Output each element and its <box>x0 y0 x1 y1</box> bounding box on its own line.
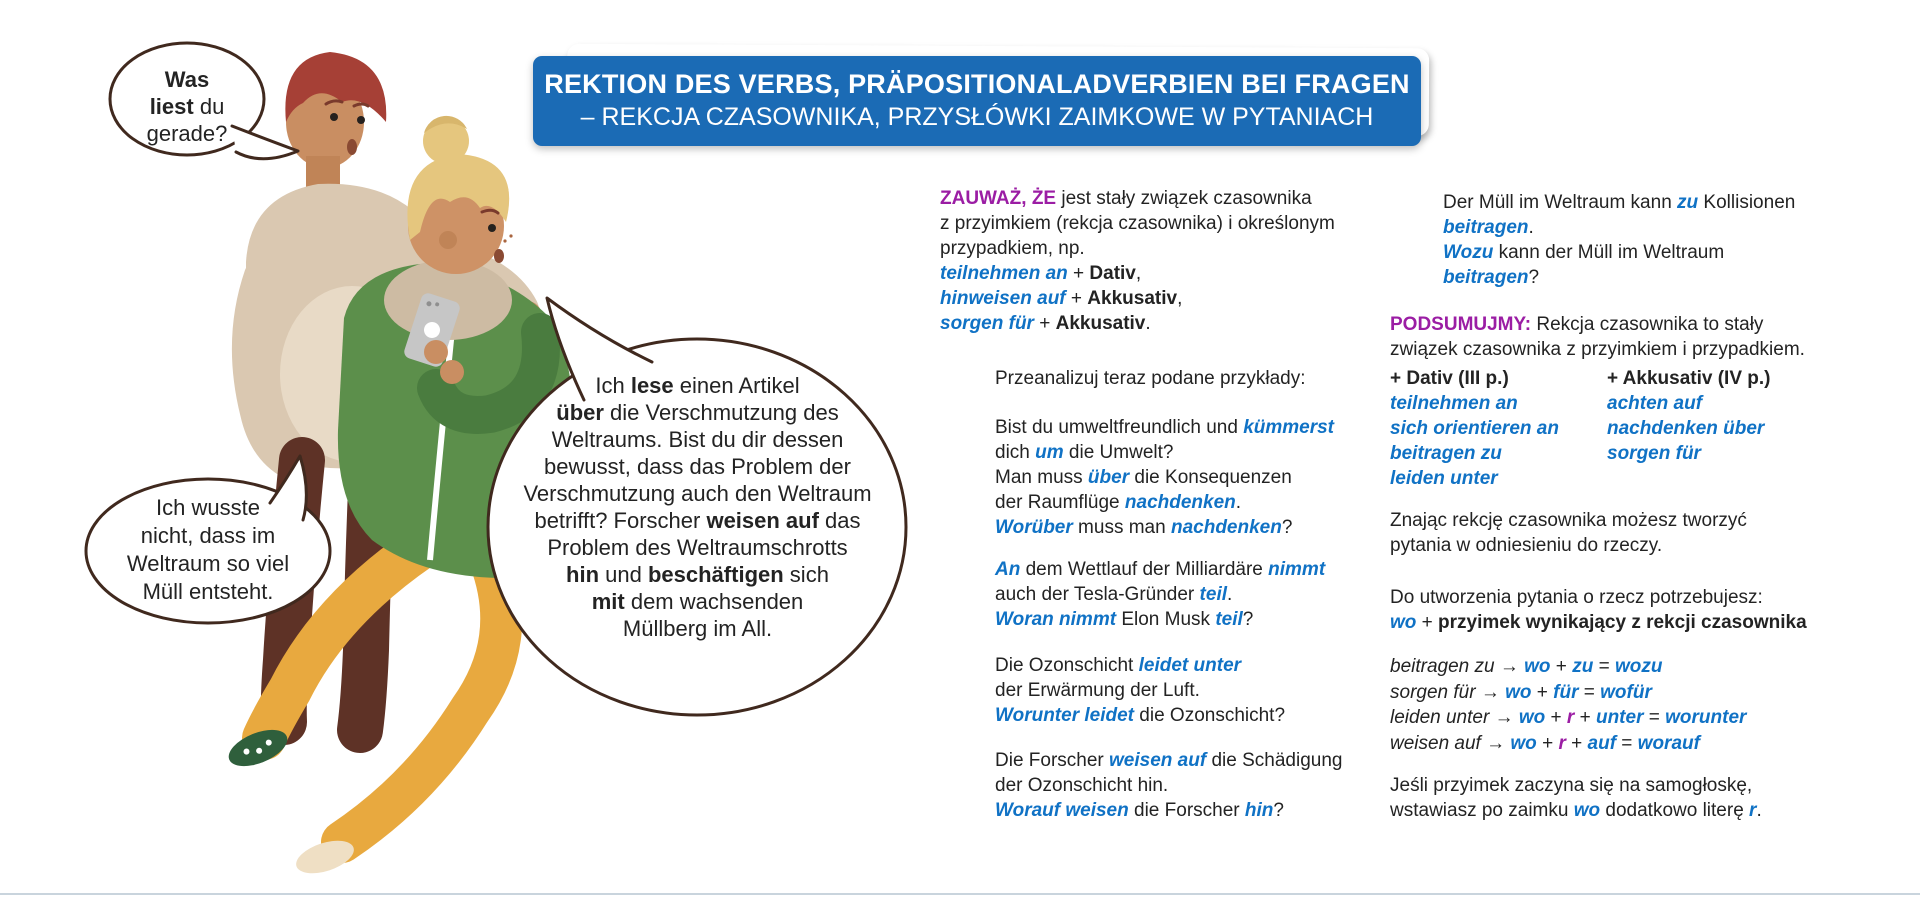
page-bottom-edge <box>0 893 1920 895</box>
summary-paragraph: PODSUMUJMY: Rekcja czasownika to stały związek czasownika z przyimkiem i przypadkiem. <box>1390 314 1805 360</box>
title-banner <box>533 56 1421 146</box>
example-muell: Der Müll im Weltraum kann zu Kollisionen beitragen. Wozu kann der Müll im Weltraum beitragen? <box>1443 192 1796 288</box>
woman-hand <box>440 360 464 384</box>
knowing-paragraph: Znając rekcję czasownika możesz tworzyć pytania w odniesieniu do rzeczy. <box>1390 510 1747 556</box>
vowel-note: Jeśli przyimek zaczyna się na samogłoskę, wstawiasz po zaimku wo dodatkowo literę r. <box>1390 775 1762 821</box>
analyze-prompt: Przeanalizuj teraz podane przykłady: <box>995 368 1306 389</box>
example-forscher: Die Forscher weisen auf die Schädigung der Ozonschicht hin. Worauf weisen die Forscher hin? <box>995 750 1343 821</box>
title-german: REKTION DES VERBS, PRÄPOSITIONALADVERBIEN BEI FRAGEN <box>544 69 1410 99</box>
question-rule: Do utworzenia pytania o rzecz potrzebujesz: wo + przyimek wynikający z rekcji czasownika <box>1390 587 1807 633</box>
woman-hand <box>424 340 448 364</box>
akkusativ-column: + Akkusativ (IV p.) achten auf nachdenken über sorgen für <box>1607 368 1771 464</box>
example-umwelt: Bist du umweltfreundlich und kümmerst dich um die Umwelt? Man muss über die Konsequenzen der Raumflüge nachdenken. Worüber muss man nachdenken? <box>995 417 1335 538</box>
speech-bubble-3-text: Ich lese einen Artikel über die Verschmutzung des Weltraums. Bist du dir dessen bewusst, dass das Problem der Verschmutzung auch den Weltraum betrifft? Forscher weisen auf das Problem des Weltraumschrotts hin und beschäftigen sich mit dem wachsenden Müllberg im All. <box>523 373 872 641</box>
note-rekcja-intro: ZAUWAŻ, ŻE jest stały związek czasownika z przyimkiem (rekcja czasownika) i określonym przypadkiem, np. teilnehmen an + Dativ, hinweisen auf + Akkusativ, sorgen für + Akkusativ. <box>940 188 1335 334</box>
formula-lines: beitragen zu → wo + zu = wozu sorgen für → wo + für = wofür leiden unter → wo + r + unter = worunter weisen auf → wo + r + auf = worauf <box>1390 656 1747 754</box>
dativ-column: + Dativ (III p.) teilnehmen an sich orientieren an beitragen zu leiden unter <box>1390 368 1559 489</box>
example-ozonschicht: Die Ozonschicht leidet unter der Erwärmung der Luft. Worunter leidet die Ozonschicht? <box>995 655 1286 726</box>
speech-bubble-2-text: Ich wusste nicht, dass im Weltraum so viel Müll entsteht. <box>126 495 290 604</box>
speech-bubble-1-text: Was liest du gerade? <box>146 67 228 146</box>
title-polish: – REKCJA CZASOWNIKA, PRZYSŁÓWKI ZAIMKOWE W PYTANIACH <box>580 103 1374 131</box>
example-wettlauf: An dem Wettlauf der Milliardäre nimmt auch der Tesla-Gründer teil. Woran nimmt Elon Musk teil? <box>995 559 1326 630</box>
banner-panel <box>533 56 1421 146</box>
